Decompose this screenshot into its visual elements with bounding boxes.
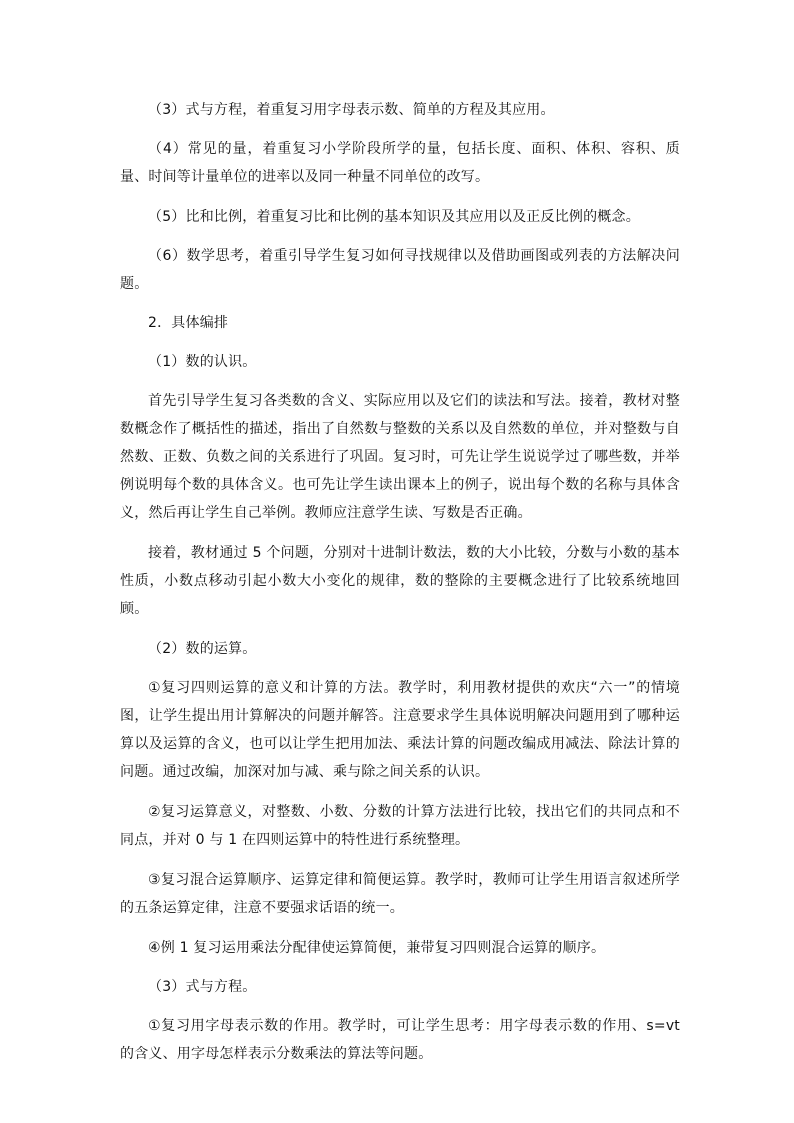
paragraph-number-recognition: 首先引导学生复习各类数的含义、实际应用以及它们的读法和写法。接着，教材对整数概念作了概括性的描述，指出了自然数与整数的关系以及自然数的单位，并对整数与自然数、正数、负数之间的关系进行了巩固。复习时，可先让学生说说学过了哪些数，并举例说明每个数的具体含义。也可先让学生读出课本上的例子，说出每个数的名称与具体含义，然后再让学生自己举例。教师应注意学生读、写数是否正确。 <box>120 393 680 521</box>
document-body <box>120 96 680 1080</box>
subheading-equations: （3）式与方程。 <box>148 979 257 995</box>
paragraph-ratio-proportion: （5）比和比例，着重复习比和比例的基本知识及其应用以及正反比例的概念。 <box>148 209 640 225</box>
paragraph-equations-summary: （3）式与方程，着重复习用字母表示数、简单的方程及其应用。 <box>148 102 555 118</box>
paragraph-operation-2: ②复习运算意义，对整数、小数、分数的计算方法进行比较，找出它们的共同点和不同点，并对 0 与 1 在四则运算中的特性进行系统整理。 <box>120 804 680 848</box>
paragraph-five-questions: 接着，教材通过 5 个问题，分别对十进制计数法，数的大小比较，分数与小数的基本性质，小数点移动引起小数大小变化的规律，数的整除的主要概念进行了比较系统地回顾。 <box>120 545 680 617</box>
paragraph-operation-3: ③复习混合运算顺序、运算定律和简便运算。教学时，教师可让学生用语言叙述所学的五条运算定律，注意不要强求话语的统一。 <box>120 872 680 916</box>
section-heading-specific-arrangement: 2．具体编排 <box>148 315 229 331</box>
paragraph-math-thinking: （6）数学思考，着重引导学生复习如何寻找规律以及借助画图或列表的方法解决问题。 <box>120 248 680 292</box>
subheading-number-operations: （2）数的运算。 <box>148 641 257 657</box>
paragraph-operation-1: ①复习四则运算的意义和计算的方法。教学时，利用教材提供的欢庆“六一”的情境图，让学生提出用计算解决的问题并解答。注意要求学生具体说明解决问题用到了哪种运算以及运算的含义，也可以让学生把用加法、乘法计算的问题改编成用减法、除法计算的问题。通过改编，加深对加与减、乘与除之间关系的认识。 <box>120 680 680 780</box>
paragraph-equations-1: ①复习用字母表示数的作用。教学时，可让学生思考：用字母表示数的作用、s=vt 的含义、用字母怎样表示分数乘法的算法等问题。 <box>120 1018 680 1062</box>
subheading-number-recognition: （1）数的认识。 <box>148 354 257 370</box>
paragraph-operation-4: ④例 1 复习运用乘法分配律使运算简便，兼带复习四则混合运算的顺序。 <box>148 940 606 956</box>
paragraph-common-quantities: （4）常见的量，着重复习小学阶段所学的量，包括长度、面积、体积、容积、质量、时间等计量单位的进率以及同一种量不同单位的改写。 <box>120 141 680 185</box>
